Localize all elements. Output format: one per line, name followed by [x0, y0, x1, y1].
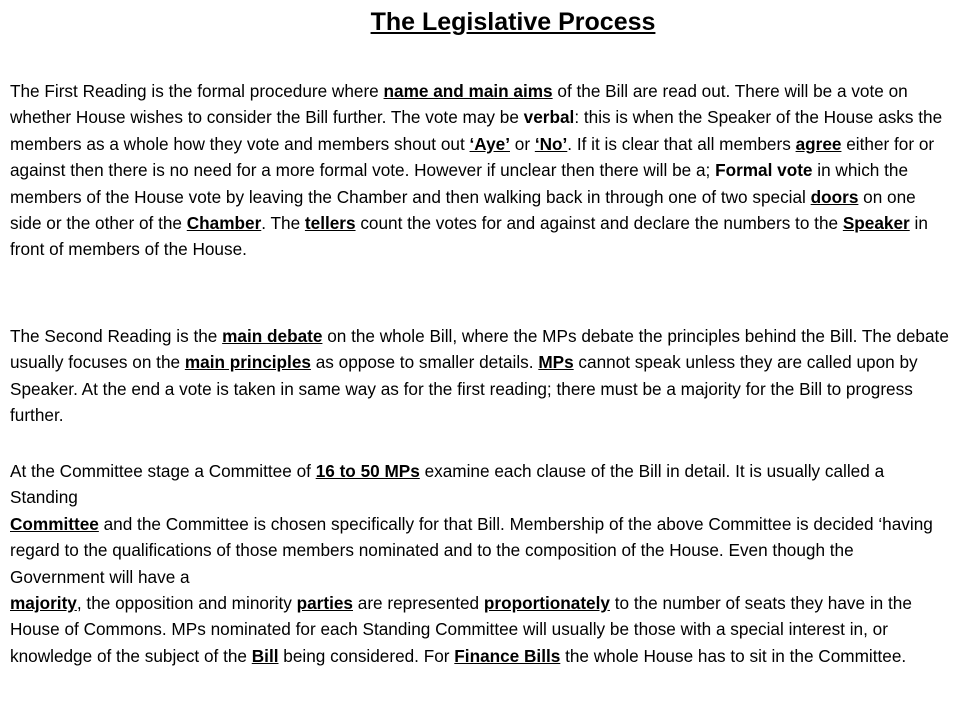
text-run: . The	[261, 213, 305, 234]
key-term: MPs	[538, 352, 574, 373]
text-run: The First Reading is the formal procedure where	[10, 81, 384, 101]
key-term: ‘Aye’	[469, 133, 510, 154]
key-term: ‘No’	[534, 133, 568, 154]
key-term: proportionately	[483, 593, 610, 614]
key-term: Speaker	[842, 213, 910, 234]
text-run: as oppose to smaller details.	[310, 352, 539, 373]
text-run: of the Bill are read out. There will be a vote on whether House wishes to consider the Bill further. The vote may be	[10, 81, 908, 128]
key-term: agree	[795, 133, 842, 154]
text-run: examine each clause of the Bill in detail. It is usually called a Standing	[10, 461, 885, 508]
text-run: either for or against then there is no need for a more formal vote. However if unclear then there will be a;	[10, 133, 935, 181]
paragraph-second-reading	[10, 323, 952, 429]
key-term: Bill	[251, 645, 279, 666]
bold-term: Formal vote	[715, 160, 813, 181]
key-term: 16 to 50 MPs	[315, 461, 420, 481]
text-run: cannot speak unless they are called upon by Speaker. At the end a vote is taken in same way as for the first reading; there must be a majority for the Bill to progress further.	[10, 352, 918, 426]
text-run: . If it is clear that all members	[567, 133, 796, 154]
key-term: majority	[10, 593, 77, 614]
text-run: are represented	[353, 593, 484, 614]
key-term: Committee	[10, 513, 99, 534]
text-run: The Second Reading is the	[10, 326, 223, 346]
key-term: Finance Bills	[454, 645, 561, 666]
key-term: doors	[810, 186, 859, 207]
text-run: At the Committee stage a Committee of	[10, 461, 316, 481]
key-term: parties	[296, 593, 353, 614]
text-run: being considered. For	[278, 645, 455, 666]
key-term: name and main aims	[383, 81, 553, 101]
key-term: main principles	[184, 352, 311, 373]
page-title: The Legislative Process	[370, 8, 656, 36]
paragraph-first-reading	[10, 78, 952, 263]
key-term: main debate	[222, 326, 323, 346]
paragraph-committee-stage	[10, 458, 952, 669]
text-run: : this is when the Speaker of the House asks the members as a whole how they vote and members shout out	[10, 107, 943, 154]
text-run: in which the members of the House vote by leaving the Chamber and then walking back in through one of two special	[10, 160, 909, 207]
text-run: count the votes for and against and declare the numbers to the	[355, 213, 843, 234]
text-run: in front of members of the House.	[10, 213, 928, 260]
key-term: tellers	[304, 213, 356, 234]
key-term: Chamber	[186, 213, 262, 234]
bold-term: verbal	[523, 107, 575, 128]
text-run: to the number of seats they have in the House of Commons. MPs nominated for each Standing Committee will usually be those with a special interest in, or knowledge of the subject of the	[10, 593, 912, 666]
text-run: and the Committee is chosen specifically for that Bill. Membership of the above Committee is decided ‘having regard to the qualifications of those members nominated and to the composition of the House. Even though the Government will have a	[10, 513, 933, 587]
text-run: on the whole Bill, where the MPs debate the principles behind the Bill. The debate usually focuses on the	[10, 326, 949, 373]
text-run: the whole House has to sit in the Committee.	[560, 645, 907, 666]
text-run: , the opposition and minority	[76, 593, 297, 614]
text-run: or	[509, 133, 535, 154]
text-run: on one side or the other of the	[10, 186, 916, 234]
